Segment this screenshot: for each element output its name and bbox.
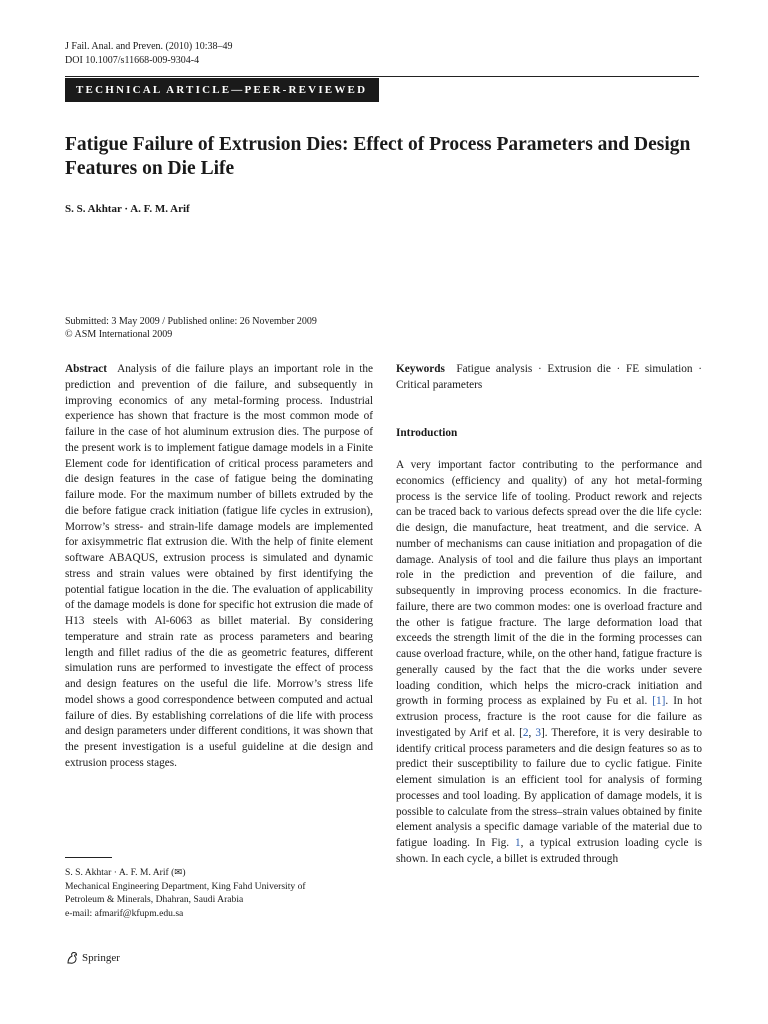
- affiliation-email[interactable]: e-mail: afmarif@kfupm.edu.sa: [65, 907, 184, 919]
- submission-line: Submitted: 3 May 2009 / Published online: 26 November 2009: [65, 316, 317, 327]
- publication-dates: [65, 315, 317, 341]
- springer-horse-icon: [65, 951, 79, 965]
- intro-text-5: , a typical extrusion loading cycle is shown. In each cycle, a billet is extruded through: [396, 837, 702, 865]
- affiliation-names: S. S. Akhtar · A. F. M. Arif (✉): [65, 867, 186, 878]
- citation-link-3[interactable]: 3: [535, 726, 541, 739]
- intro-text-2: . In hot extrusion process, fracture is the root cause for die failure as investigated by Arif et al. [: [396, 695, 702, 739]
- copyright-line: © ASM International 2009: [65, 329, 173, 340]
- journal-info: [65, 40, 232, 68]
- header-rule: [65, 76, 699, 77]
- affiliation-rule: [65, 857, 112, 858]
- article-title: Fatigue Failure of Extrusion Dies: Effect of Process Parameters and Design Features on Die Life: [65, 134, 691, 179]
- abstract-text: Analysis of die failure plays an important role in the prediction and prevention of die failure, and subsequently in improving economics of any metal-forming process. Industrial experience has shown that fracture is the most common mode of failure in the case of hot aluminum extrusion dies. The purpose of the present work is to implement fatigue damage models in a Finite Element code for identification of critical process parameters and die design features in the case of fatigue being the dominating failure mode. For the maximum number of billets extruded by the die before fatigue crack initiation (fatigue life cycles in extrusion), Morrow’s stress- and strain-life damage models are implemented for axisymmetric flat extrusion die. With the help of finite element software ABAQUS, extrusion process is simulated and dynamic stress and strain values were obtained by first identifying the potential fatigue location in the die. The evaluation of applicability of the damage models is done for specific hot extrusion die made of H13 steels with Al-6063 as billet material. By considering temperature and strain rate as process parameters and bearing length and fillet radius of the die as geometric features, different simulation runs are performed to investigate the effect of process and design features on the useful die life. Morrow’s stress life model shows a good correspondence between computed and actual failure of dies. By establishing correlations of die life with process and design parameters under different conditions, it was shown that the present investigation is a useful guideline at die design and extrusion process stages.: [65, 363, 373, 769]
- intro-text-1: A very important factor contributing to the performance and economics (efficiency and quality) of any hot metal-forming process is the service life of tooling. Product rework and rejects can be traced back to various defects spread over the die life cycle: die design, die manufacture, heat treatment, and die service. A number of mechanisms can cause initiation and propagation of die damage. Analysis of tool and die failure thus plays an important role in the prediction and prevention of die failure, and subsequently in improving process economics. In die fracture-failure, there are two common modes: one is overload fracture and the other is fatigue fracture. The large deformation load that exceeds the strength limit of the die in the forming processes can cause overload fracture, while, on the other hand, fatigue fracture is generally caused by the fact that the die works under severe loading condition, which helps the micro-crack initiation and growth in forming process as explained by Fu et al.: [396, 459, 702, 708]
- introduction-heading: Introduction: [396, 427, 458, 439]
- article-type-banner: TECHNICAL ARTICLE—PEER-REVIEWED: [65, 78, 379, 102]
- citation-link-1[interactable]: [1]: [652, 695, 666, 708]
- keywords-heading: Keywords: [396, 363, 445, 375]
- figure-link-1[interactable]: 1: [515, 837, 521, 849]
- journal-citation: J Fail. Anal. and Preven. (2010) 10:38–49: [65, 41, 233, 52]
- abstract-heading: Abstract: [65, 363, 108, 375]
- doi[interactable]: DOI 10.1007/s11668-009-9304-4: [65, 55, 200, 66]
- citation-link-2[interactable]: 2: [522, 726, 529, 739]
- affiliation-department: Mechanical Engineering Department, King Fahd University of: [65, 880, 306, 892]
- keywords: [396, 362, 702, 394]
- affiliation-institution: Petroleum & Minerals, Dhahran, Saudi Arabia: [65, 894, 244, 905]
- page-footer: [65, 951, 120, 965]
- publisher-name: Springer: [82, 952, 120, 964]
- intro-text-4: ]. Therefore, it is very desirable to identify critical process parameters and die design features so as to predict their susceptibility to failure due to cyclic fatigue. Finite element simulation is an efficient tool for analysis of forming processes and tool loading. By application of damage models, it is possible to calculate from the stress–strain values obtained by finite element analysis a specific damage variable of the material due to fatigue loading. In Fig.: [396, 726, 702, 849]
- intro-text-3: ,: [528, 726, 536, 739]
- keywords-text: Fatigue analysis · Extrusion die · FE simulation · Critical parameters: [396, 363, 702, 391]
- article-authors: S. S. Akhtar · A. F. M. Arif: [65, 203, 190, 215]
- introduction-body: [396, 458, 702, 868]
- affiliation: [65, 866, 375, 920]
- abstract: [65, 362, 373, 772]
